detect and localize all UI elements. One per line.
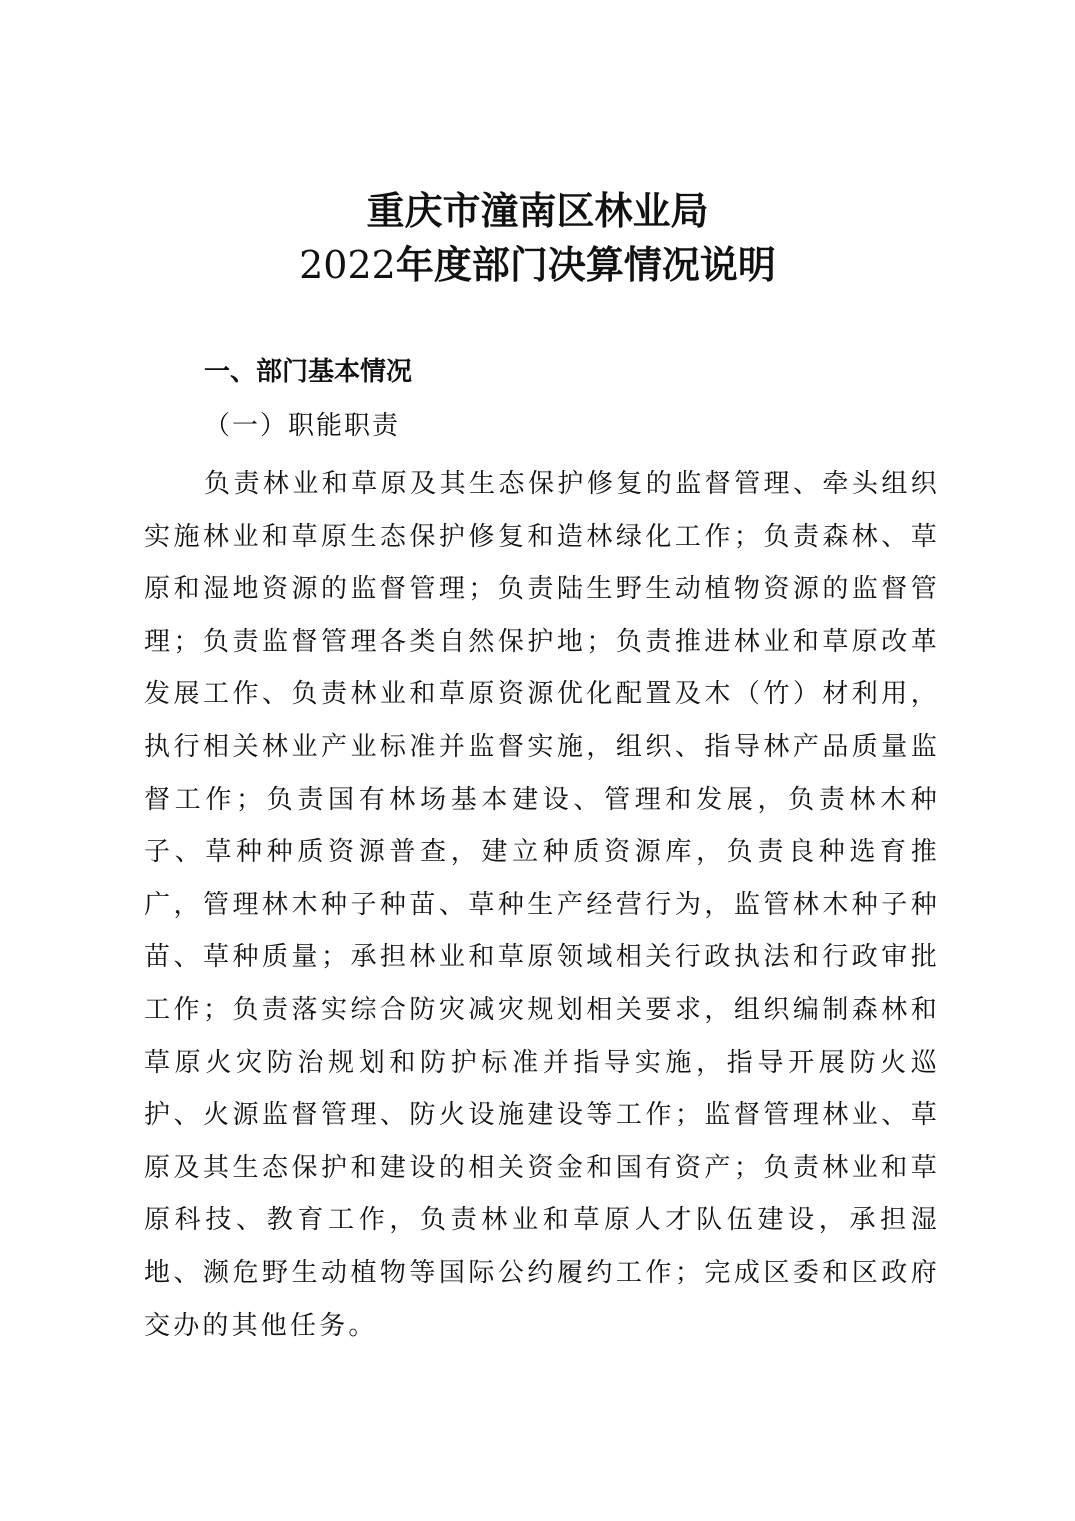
document-title-line-1: 重庆市潼南区林业局 [366, 188, 709, 233]
subsection-heading-functions: （一）职能职责 [204, 411, 401, 441]
document-title-line-2 [0, 242, 1075, 288]
title-text: 年度部门决算情况说明 [395, 242, 776, 287]
section-heading-department-basics: 一、部门基本情况 [204, 357, 413, 387]
title-year: 2022 [299, 243, 396, 287]
functions-paragraph: 负责林业和草原及其生态保护修复的监督管理、牵头组织实施林业和草原生态保护修复和造林绿化工作；负责森林、草原和湿地资源的监督管理；负责陆生野生动植物资源的监督管理；负责监督管理各类自然保护地；负责推进林业和草原改革发展工作、负责林业和草原资源优化配置及木（竹）材利用，执行相关林业产业标准并监督实施，组织、指导林产品质量监督工作；负责国有林场基本建设、管理和发展，负责林木种子、草种种质资源普查，建立种质资源库，负责良种选育推广，管理林木种子种苗、草种生产经营行为，监管林木种子种苗、草种质量；承担林业和草原领域相关行政执法和行政审批工作；负责落实综合防灾减灾规划相关要求，组织编制森林和草原火灾防治规划和防护标准并指导实施，指导开展防火巡护、火源监督管理、防火设施建设等工作；监督管理林业、草原及其生态保护和建设的相关资金和国有资产；负责林业和草原科技、教育工作，负责林业和草原人才队伍建设，承担湿地、濒危野生动植物等国际公约履约工作；完成区委和区政府交办的其他任务。 [144, 469, 940, 1341]
